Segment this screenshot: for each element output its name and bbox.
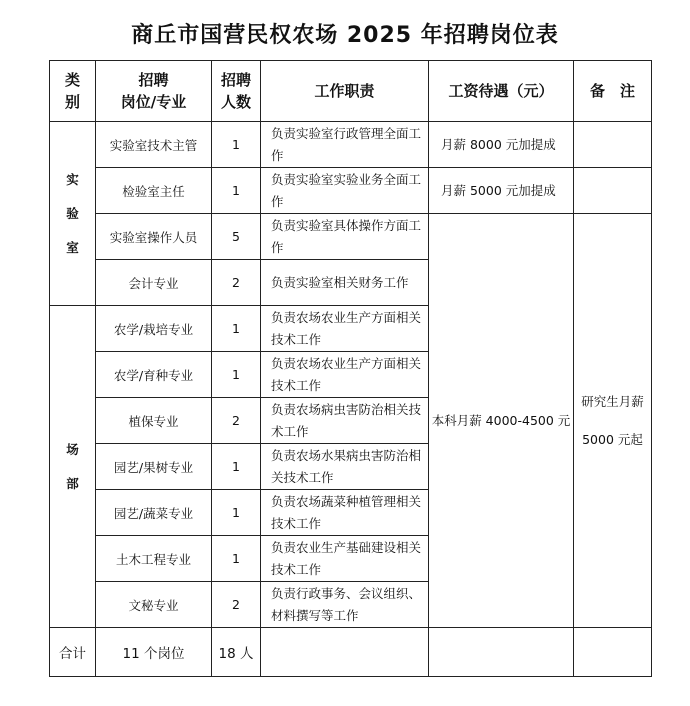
total-empty-duty — [261, 628, 429, 677]
duty-cell: 负责实验室具体操作方面工作 — [261, 214, 429, 260]
count-cell: 1 — [212, 490, 261, 536]
salary-cell-merged: 本科月薪 4000-4500 元 — [429, 214, 574, 628]
duty-cell: 负责农场水果病虫害防治相关技术工作 — [261, 444, 429, 490]
total-label: 合计 — [50, 628, 96, 677]
duty-cell: 负责农场农业生产方面相关技术工作 — [261, 306, 429, 352]
count-cell: 1 — [212, 352, 261, 398]
recruitment-table — [49, 60, 652, 677]
count-cell: 1 — [212, 536, 261, 582]
position-cell: 园艺/果树专业 — [96, 444, 212, 490]
table-row — [50, 214, 652, 260]
table-row — [50, 168, 652, 214]
count-cell: 5 — [212, 214, 261, 260]
salary-cell: 月薪 8000 元加提成 — [429, 122, 574, 168]
header-position-text: 招聘 岗位/专业 — [120, 71, 187, 111]
header-salary: 工资待遇（元） — [429, 61, 574, 122]
header-duty: 工作职责 — [261, 61, 429, 122]
count-cell: 2 — [212, 582, 261, 628]
remark-cell-empty — [574, 122, 652, 168]
count-cell: 2 — [212, 398, 261, 444]
header-count — [212, 61, 261, 122]
remark-cell-empty — [574, 168, 652, 214]
duty-cell: 负责农业生产基础建设相关技术工作 — [261, 536, 429, 582]
header-remark: 备 注 — [574, 61, 652, 122]
total-people: 18 人 — [212, 628, 261, 677]
total-positions: 11 个岗位 — [96, 628, 212, 677]
count-cell: 1 — [212, 444, 261, 490]
position-cell: 植保专业 — [96, 398, 212, 444]
position-cell: 农学/栽培专业 — [96, 306, 212, 352]
duty-cell: 负责农场病虫害防治相关技术工作 — [261, 398, 429, 444]
category-farm — [50, 306, 96, 628]
category-farm-text: 场 部 — [66, 441, 79, 491]
count-cell: 2 — [212, 260, 261, 306]
position-cell: 文秘专业 — [96, 582, 212, 628]
duty-cell: 负责实验室实验业务全面工作 — [261, 168, 429, 214]
count-cell: 1 — [212, 122, 261, 168]
category-lab-text: 实 验 室 — [66, 171, 79, 255]
header-category-text: 类 别 — [64, 71, 80, 111]
position-cell: 土木工程专业 — [96, 536, 212, 582]
total-row — [50, 628, 652, 677]
category-lab — [50, 122, 96, 306]
duty-cell: 负责实验室相关财务工作 — [261, 260, 429, 306]
count-cell: 1 — [212, 168, 261, 214]
position-cell: 园艺/蔬菜专业 — [96, 490, 212, 536]
total-empty-remark — [574, 628, 652, 677]
position-cell: 实验室操作人员 — [96, 214, 212, 260]
header-count-text: 招聘 人数 — [220, 71, 251, 111]
count-cell: 1 — [212, 306, 261, 352]
page-title: 商丘市国营民权农场 2025 年招聘岗位表 — [131, 23, 559, 48]
table-row — [50, 122, 652, 168]
remark-cell-merged: 研究生月薪 5000 元起 — [574, 214, 652, 628]
header-category — [50, 61, 96, 122]
duty-cell: 负责农场蔬菜种植管理相关技术工作 — [261, 490, 429, 536]
duty-cell: 负责农场农业生产方面相关技术工作 — [261, 352, 429, 398]
header-position — [96, 61, 212, 122]
position-cell: 实验室技术主管 — [96, 122, 212, 168]
position-cell: 会计专业 — [96, 260, 212, 306]
total-empty-salary — [429, 628, 574, 677]
position-cell: 农学/育种专业 — [96, 352, 212, 398]
duty-cell: 负责行政事务、会议组织、材料撰写等工作 — [261, 582, 429, 628]
duty-cell: 负责实验室行政管理全面工作 — [261, 122, 429, 168]
position-cell: 检验室主任 — [96, 168, 212, 214]
salary-cell: 月薪 5000 元加提成 — [429, 168, 574, 214]
header-row — [50, 61, 652, 122]
